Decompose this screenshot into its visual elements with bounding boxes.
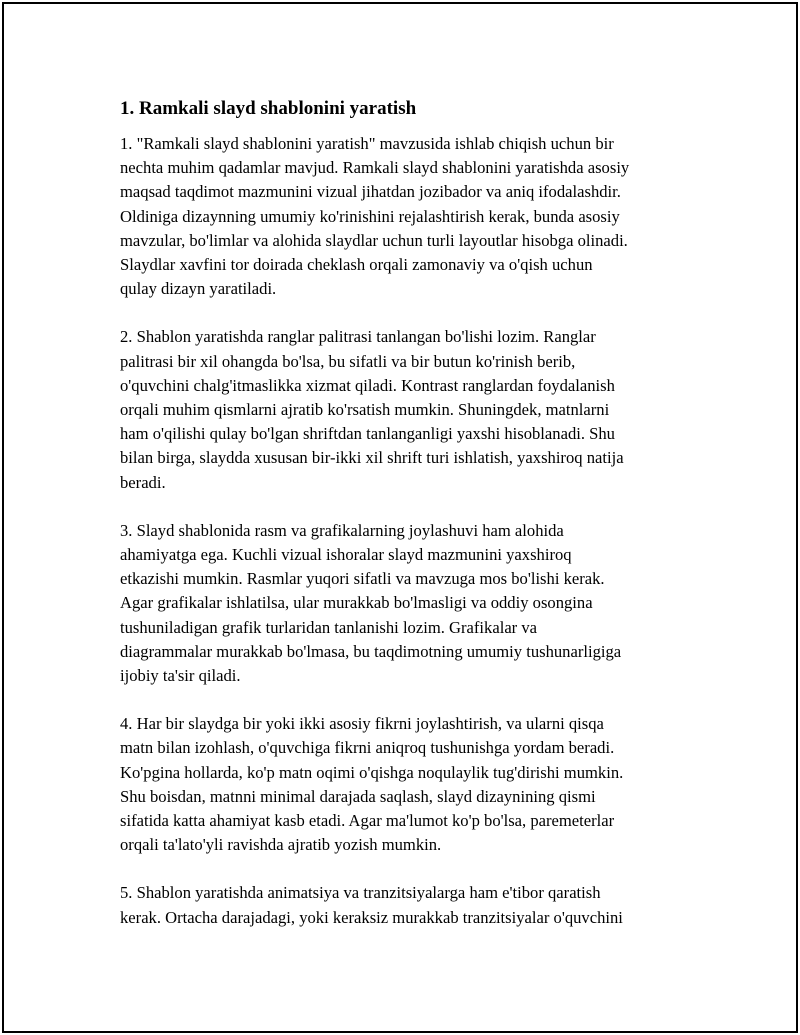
paragraph-line: Agar grafikalar ishlatilsa, ular murakkab bo'lmasligi va oddiy osongina — [120, 593, 593, 613]
paragraph-1 — [120, 132, 700, 301]
paragraph-line: 3. Slayd shablonida rasm va grafikalarning joylashuvi ham alohida — [120, 520, 564, 540]
paragraph-line: matn bilan izohlash, o'quvchiga fikrni aniqroq tushunishga yordam beradi. — [120, 738, 615, 758]
paragraph-line: 1. "Ramkali slayd shablonini yaratish" mavzusida ishlab chiqish uchun bir — [120, 134, 614, 153]
paragraph-line: bilan birga, slaydda xususan bir-ikki xil shrift turi ishlatish, yaxshiroq natija — [120, 448, 624, 468]
paragraph-line: sifatida katta ahamiyat kasb etadi. Agar ma'lumot ko'p bo'lsa, paremeterlar — [120, 811, 615, 831]
page-frame — [2, 2, 798, 1033]
paragraph-line: palitrasi bir xil ohangda bo'lsa, bu sifatli va bir butun ko'rinish berib, — [120, 351, 576, 371]
paragraph-4 — [120, 712, 700, 857]
paragraph-2 — [120, 325, 700, 494]
paragraph-line: nechta muhim qadamlar mavjud. Ramkali slayd shablonini yaratishda asosiy — [120, 158, 630, 178]
paragraph-line: Slaydlar xavfini tor doirada cheklash orqali zamonaviy va o'qish uchun — [120, 255, 593, 275]
paragraph-line: Oldiniga dizaynning umumiy ko'rinishini rejalashtirish kerak, bunda asosiy — [120, 206, 620, 226]
paragraph-line: orqali ta'lato'yli ravishda ajratib yozish mumkin. — [120, 835, 442, 855]
paragraph-line: Ko'pgina hollarda, ko'p matn oqimi o'qishga noqulaylik tug'dirishi mumkin. — [120, 762, 624, 782]
paragraph-line: kerak. Ortacha darajadagi, yoki keraksiz murakkab tranzitsiyalar o'quvchini — [120, 907, 623, 927]
paragraph-line: tushuniladigan grafik turlaridan tanlanishi lozim. Grafikalar va — [120, 617, 538, 637]
paragraph-line: beradi. — [120, 472, 166, 492]
document-body — [120, 96, 700, 954]
paragraph-line: qulay dizayn yaratiladi. — [120, 279, 277, 299]
paragraph-3 — [120, 519, 700, 688]
paragraph-line: ham o'qilishi qulay bo'lgan shriftdan tanlanganligi yaxshi hisoblanadi. Shu — [120, 424, 615, 444]
paragraph-line: maqsad taqdimot mazmunini vizual jihatdan jozibador va aniq ifodalashdir. — [120, 182, 621, 202]
paragraph-line: orqali muhim qismlarni ajratib ko'rsatish mumkin. Shuningdek, matnlarni — [120, 400, 610, 420]
paragraph-line: 4. Har bir slaydga bir yoki ikki asosiy fikrni joylashtirish, va ularni qisqa — [120, 714, 604, 734]
paragraph-line: 2. Shablon yaratishda ranglar palitrasi tanlangan bo'lishi lozim. Ranglar — [120, 327, 596, 347]
paragraph-line: mavzular, bo'limlar va alohida slaydlar uchun turli layoutlar hisobga olinadi. — [120, 230, 628, 250]
paragraph-5 — [120, 881, 700, 929]
paragraph-line: o'quvchini chalg'itmaslikka xizmat qiladi. Kontrast ranglardan foydalanish — [120, 375, 615, 395]
paragraph-line: diagrammalar murakkab bo'lmasa, bu taqdimotning umumiy tushunarligiga — [120, 641, 622, 661]
section-heading: 1. Ramkali slayd shablonini yaratish — [120, 98, 417, 119]
paragraph-line: etkazishi mumkin. Rasmlar yuqori sifatli va mavzuga mos bo'lishi kerak. — [120, 569, 605, 589]
paragraph-line: ahamiyatga ega. Kuchli vizual ishoralar slayd mazmunini yaxshiroq — [120, 545, 572, 565]
paragraph-line: 5. Shablon yaratishda animatsiya va tranzitsiyalarga ham e'tibor qaratish — [120, 883, 601, 903]
paragraph-line: ijobiy ta'sir qiladi. — [120, 666, 241, 686]
paragraph-line: Shu boisdan, matnni minimal darajada saqlash, slayd dizaynining qismi — [120, 786, 596, 806]
